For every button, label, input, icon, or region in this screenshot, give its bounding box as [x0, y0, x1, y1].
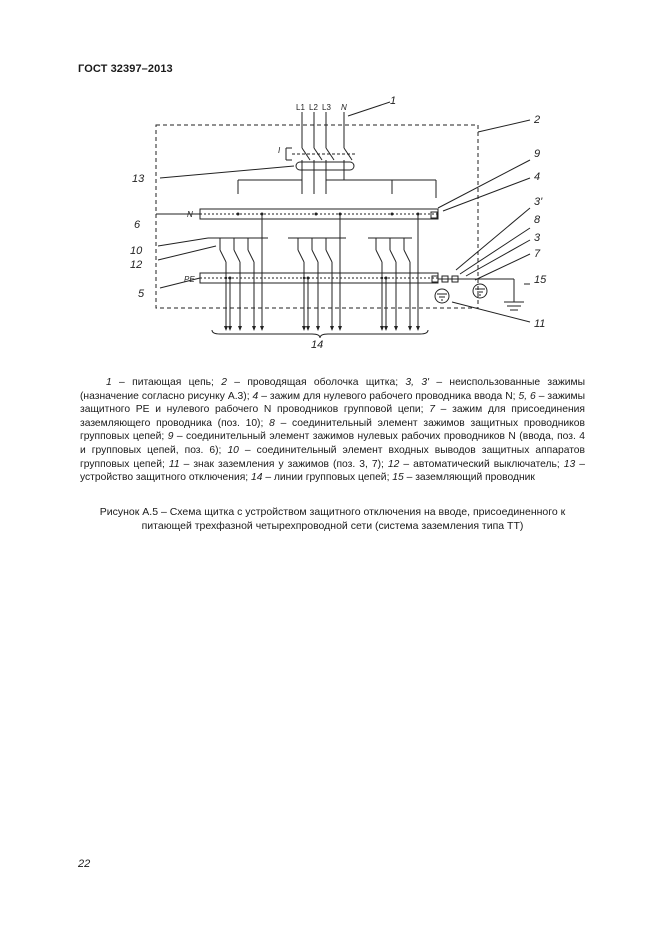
legend-text: – соединительный элемент зажимов защитных проводников групповых цепей; — [80, 417, 585, 443]
callout-5: 5 — [138, 288, 145, 300]
legend-text: – зажим для присоединения заземляющего проводника (поз. 10); — [80, 404, 585, 429]
callout-1: 1 — [390, 95, 397, 107]
callout-4: 4 — [534, 171, 541, 183]
callout-3p: 3' — [534, 196, 543, 208]
legend-num: 4 — [252, 390, 259, 402]
legend-num: 7 — [429, 404, 435, 416]
legend-num: 12 — [387, 458, 400, 470]
callout-9: 9 — [534, 148, 541, 160]
label-pe-bus: PE — [184, 275, 195, 284]
page-number: 22 — [78, 858, 91, 870]
legend-num: 8 — [269, 417, 275, 429]
wiring-diagram-svg — [120, 90, 560, 355]
caption-line-1: Рисунок А.5 – Схема щитка с устройством защитного отключения на вводе, присоединенного к — [99, 506, 566, 518]
callout-11: 11 — [534, 318, 546, 330]
label-n-bus: N — [187, 210, 193, 219]
breaker-group-2 — [298, 214, 340, 326]
legend-text: – питающая цепь; — [111, 377, 222, 388]
callout-8: 8 — [534, 214, 541, 226]
legend-text: – устройство защитного отключения; — [80, 458, 586, 484]
figure-legend — [80, 376, 585, 485]
callout-14: 14 — [311, 339, 324, 351]
callout-15: 15 — [534, 274, 547, 286]
legend-num: 1 — [106, 377, 112, 388]
document-header: ГОСТ 32397–2013 — [78, 63, 173, 75]
legend-text: – знак заземления у зажимов (поз. 3, 7); — [179, 458, 388, 470]
callout-7: 7 — [534, 248, 541, 260]
legend-num: 2 — [221, 377, 227, 388]
legend-text: – зажимы защитного PE и нулевого рабочего N проводников групповой цепи; — [80, 390, 585, 416]
callout-10: 10 — [130, 245, 143, 257]
rcd-toroid — [296, 162, 354, 170]
caption-line-2: питающей трехфазной четырехпроводной сети (система заземления типа ТТ) — [141, 519, 524, 532]
label-L2: L2 — [309, 103, 318, 112]
legend-text: – зажим для нулевого рабочего проводника ввода N; — [258, 390, 519, 402]
callout-12: 12 — [130, 259, 143, 271]
figure-caption — [80, 506, 585, 533]
legend-text: – соединительный элемент входных выводов защитных аппаратов групповых цепей; — [80, 444, 585, 470]
breaker-group-3 — [376, 214, 418, 326]
legend-num: 3, 3' — [405, 377, 430, 388]
callout-13: 13 — [132, 173, 145, 185]
legend-text: – заземляющий проводник — [403, 472, 535, 484]
callout-3: 3 — [534, 232, 541, 244]
legend-text: – соединительный элемент зажимов нулевых рабочих проводников N (ввода, поз. 4 и групповых цепей, поз. 6); — [80, 431, 586, 456]
label-L3: L3 — [322, 103, 331, 112]
legend-num: 11 — [168, 458, 180, 470]
legend-text: – неиспользованные зажимы (назначение согласно рисунку А.3); — [80, 377, 585, 402]
label-L1: L1 — [296, 103, 305, 112]
callout-2: 2 — [534, 114, 541, 126]
wiring-diagram — [120, 90, 560, 355]
legend-num: 13 — [563, 458, 576, 470]
label-rcd: I — [278, 146, 281, 155]
label-N: N — [341, 103, 347, 112]
legend-num: 15 — [392, 472, 404, 484]
legend-num: 9 — [167, 431, 174, 443]
callout-6: 6 — [134, 219, 141, 231]
legend-text: – линии групповых цепей; — [262, 472, 393, 484]
legend-text: – проводящая оболочка щитка; — [226, 377, 406, 388]
legend-num: 10 — [227, 444, 239, 456]
breaker-group-1 — [220, 214, 262, 326]
legend-num: 5, 6 — [518, 390, 536, 402]
legend-num: 14 — [251, 472, 263, 484]
legend-text: – автоматический выключатель; — [399, 458, 564, 470]
